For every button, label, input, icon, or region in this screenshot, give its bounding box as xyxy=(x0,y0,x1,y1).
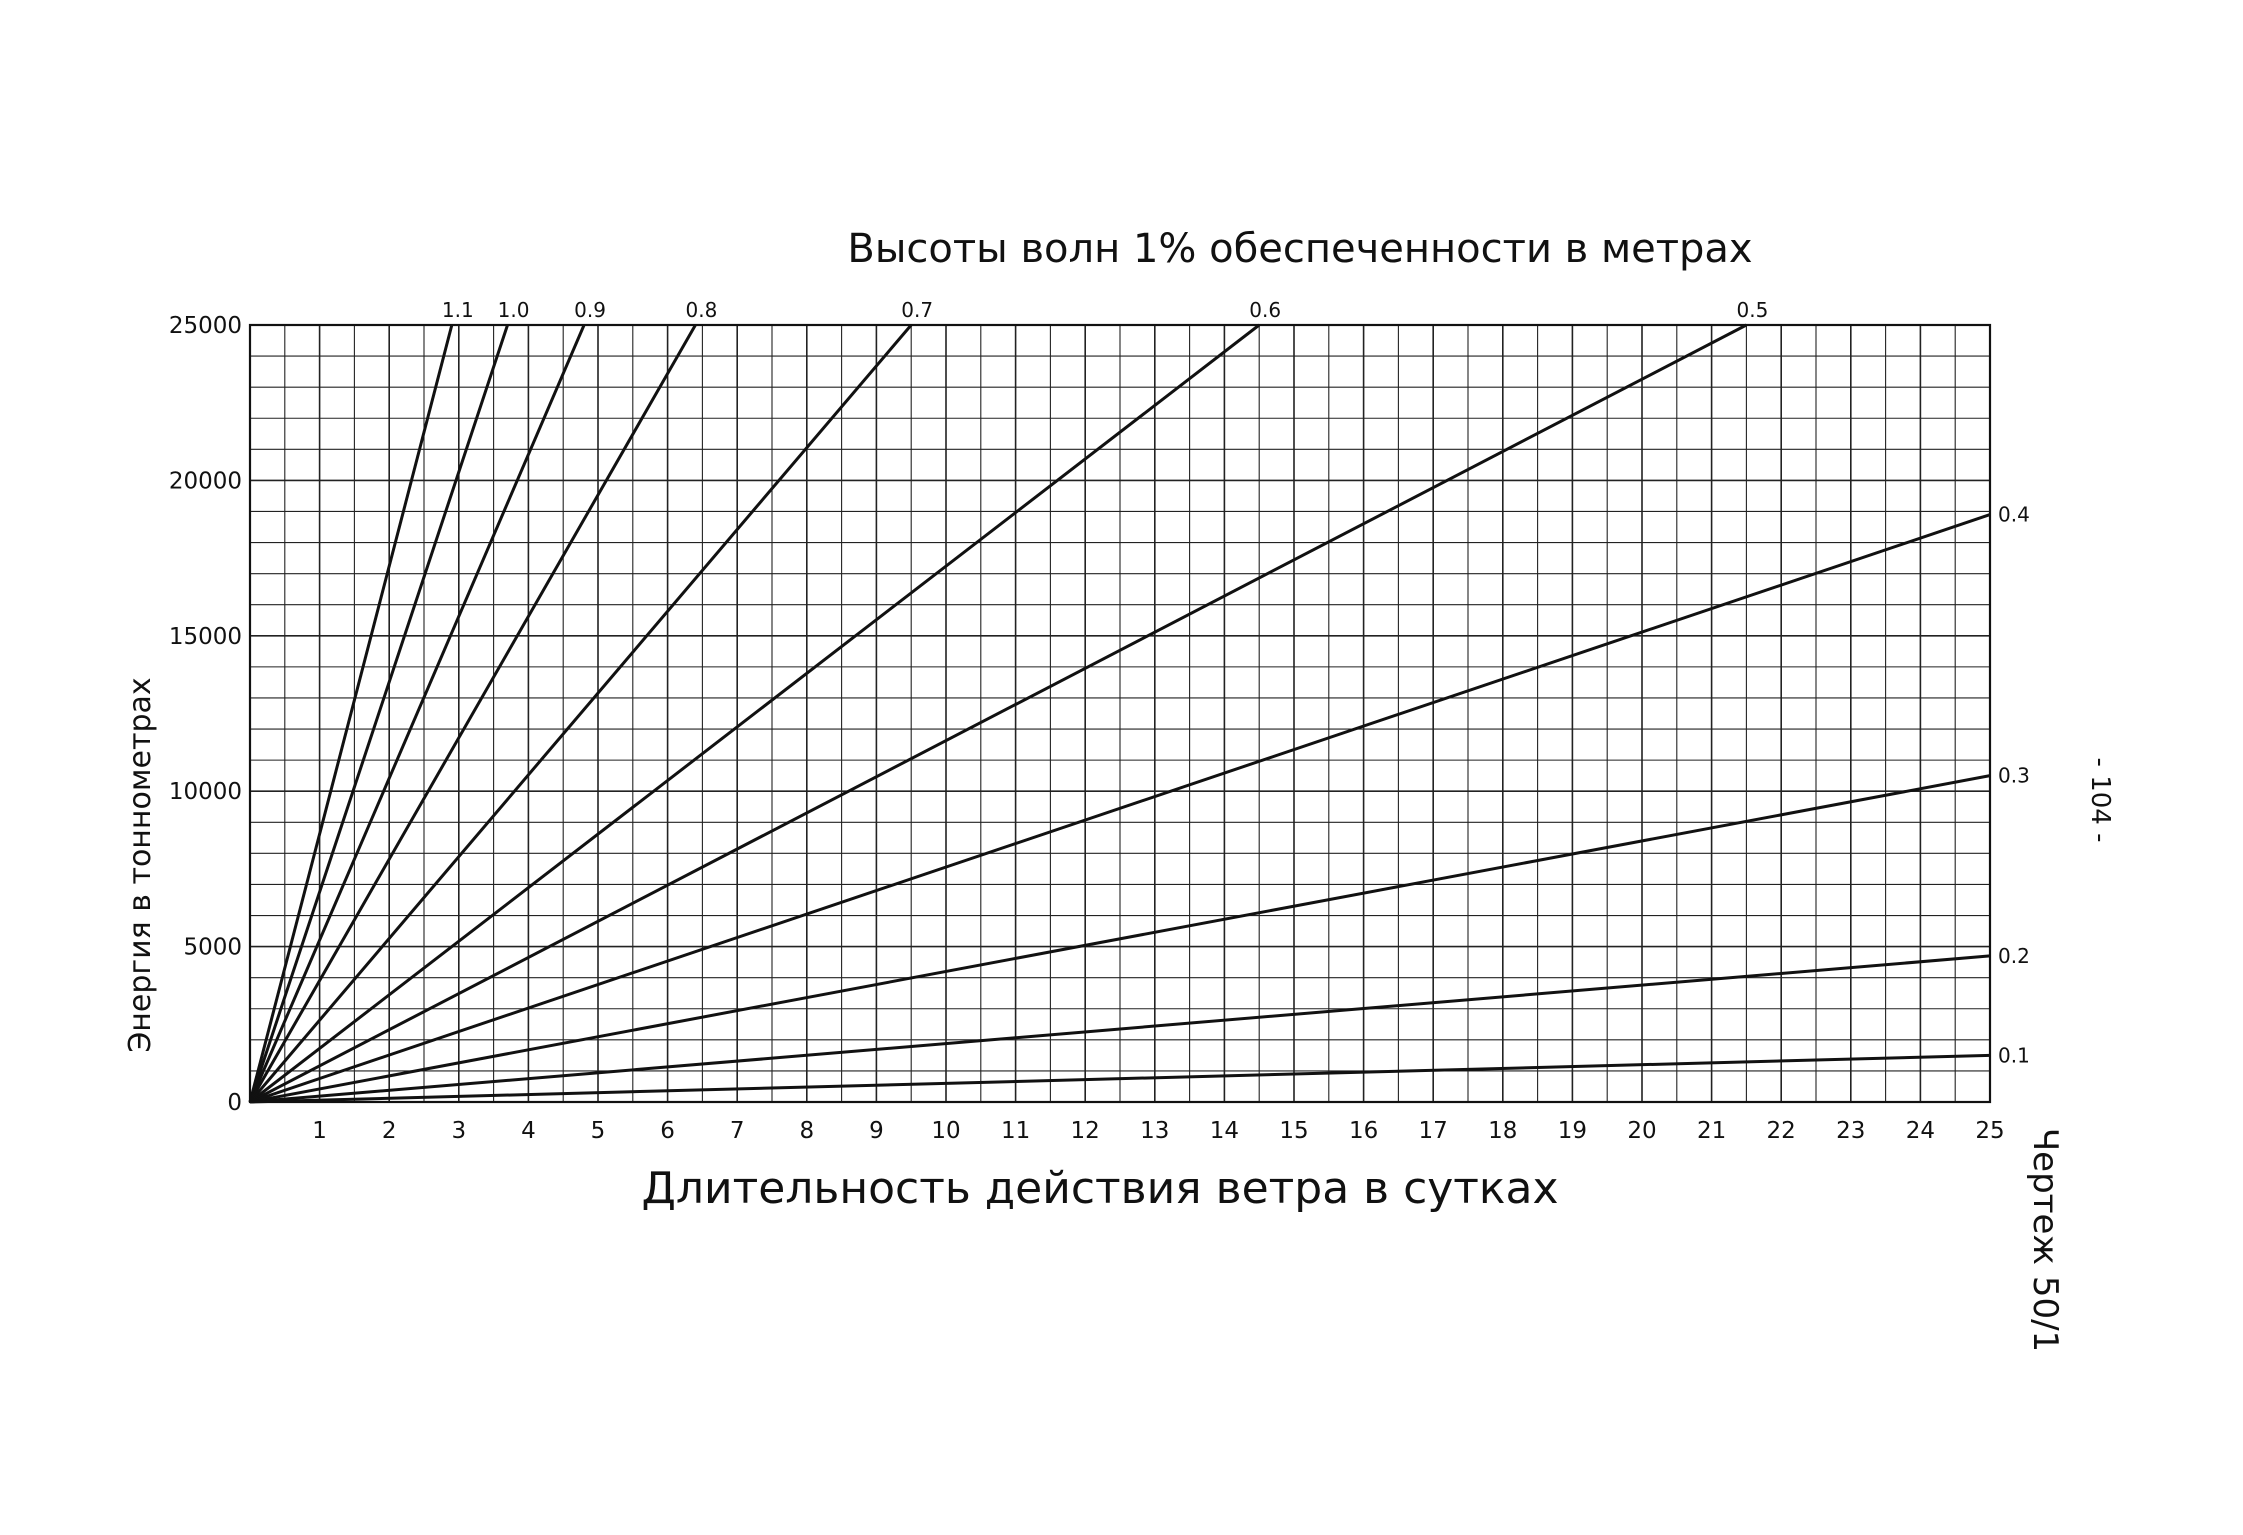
series-label: 1.0 xyxy=(497,298,530,322)
series-label: 0.9 xyxy=(574,298,606,322)
series-label: 0.7 xyxy=(901,298,934,322)
x-tick-label: 17 xyxy=(1418,1118,1448,1144)
series-label: 1.1 xyxy=(441,298,474,322)
y-tick-label: 20000 xyxy=(168,468,242,495)
series-line-1.0 xyxy=(250,325,508,1102)
series-label: 0.6 xyxy=(1249,298,1282,322)
x-tick-label: 1 xyxy=(312,1118,327,1144)
series-label: 0.1 xyxy=(1998,1043,2030,1068)
series-line-0.9 xyxy=(250,325,584,1102)
series-labels xyxy=(442,298,2030,1067)
y-tick-label: 0 xyxy=(227,1090,242,1116)
series-line-0.6 xyxy=(250,325,1259,1102)
page-number: - 104 - xyxy=(2085,757,2115,843)
series-label: 0.4 xyxy=(1998,502,2030,527)
x-tick-label: 10 xyxy=(931,1118,961,1144)
grid xyxy=(250,325,1990,1102)
x-tick-label: 6 xyxy=(660,1118,675,1144)
x-tick-label: 20 xyxy=(1627,1118,1657,1144)
x-tick-label: 18 xyxy=(1488,1118,1518,1144)
y-tick-label: 5000 xyxy=(183,934,242,961)
x-tick-label: 2 xyxy=(381,1118,397,1144)
x-tick-label: 5 xyxy=(590,1118,606,1144)
x-tick-label: 7 xyxy=(729,1118,745,1144)
x-tick-label: 4 xyxy=(521,1118,536,1144)
x-tick-label: 14 xyxy=(1209,1118,1240,1144)
x-tick-label: 3 xyxy=(451,1118,467,1144)
sheet-label: Чертеж 50/1 xyxy=(2025,1127,2065,1353)
x-tick-label: 22 xyxy=(1766,1118,1796,1144)
x-tick-label: 12 xyxy=(1070,1118,1100,1144)
x-tick-label: 15 xyxy=(1279,1118,1309,1144)
series-line-0.5 xyxy=(250,325,1746,1102)
x-tick-label: 8 xyxy=(799,1118,815,1144)
x-tick-labels xyxy=(312,1118,2004,1144)
y-tick-label: 25000 xyxy=(168,313,242,339)
series-line-0.7 xyxy=(250,325,911,1102)
x-tick-label: 21 xyxy=(1696,1118,1727,1144)
y-tick-label: 10000 xyxy=(168,779,242,806)
x-tick-label: 16 xyxy=(1348,1118,1379,1144)
x-tick-label: 25 xyxy=(1975,1118,2005,1144)
series-label: 0.5 xyxy=(1736,298,1769,322)
x-tick-label: 24 xyxy=(1905,1118,1936,1144)
series-label: 0.3 xyxy=(1998,763,2030,788)
x-tick-label: 9 xyxy=(869,1118,884,1144)
series-label: 0.8 xyxy=(685,298,718,322)
series-label: 0.2 xyxy=(1998,943,2030,968)
y-tick-labels xyxy=(169,313,242,1116)
x-axis-label: Длительность действия ветра в сутках xyxy=(641,1163,1559,1214)
x-tick-label: 19 xyxy=(1557,1118,1588,1144)
x-tick-label: 11 xyxy=(1000,1118,1031,1144)
chart-title: Высоты волн 1% обеспеченности в метрах xyxy=(847,226,1753,272)
x-tick-label: 23 xyxy=(1836,1118,1866,1144)
y-tick-label: 15000 xyxy=(168,623,242,650)
x-tick-label: 13 xyxy=(1140,1118,1170,1144)
y-axis-label: Энергия в тоннометрах xyxy=(123,677,158,1053)
